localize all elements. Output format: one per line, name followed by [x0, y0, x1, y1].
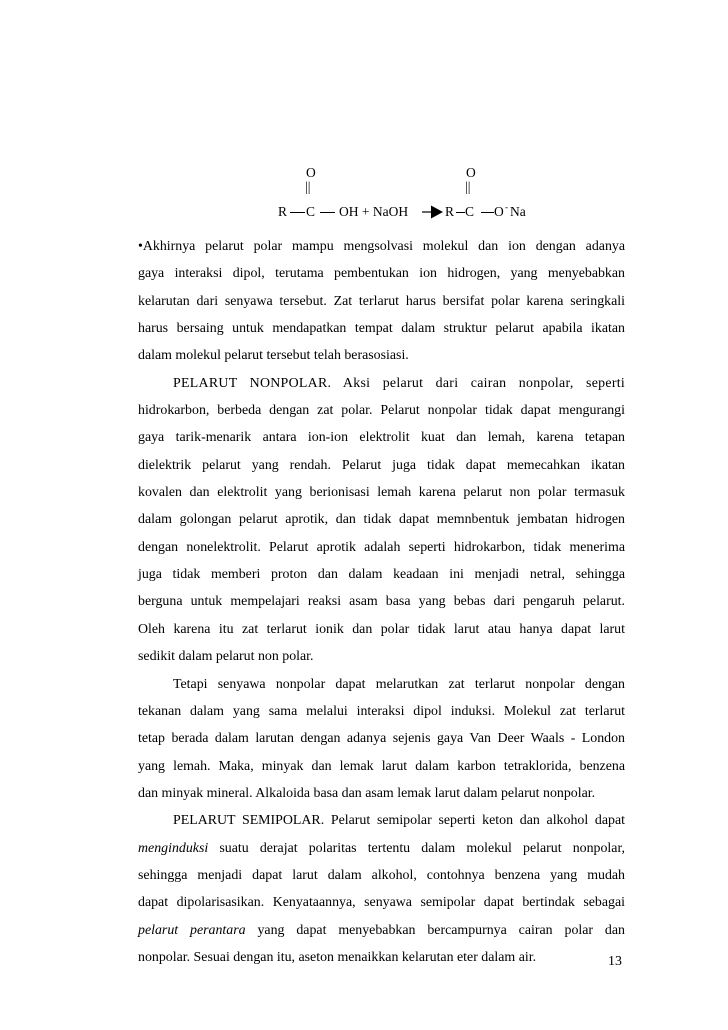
- text-line: •Akhirnya pelarut polar mampu mengsolvasi molekul dan ion dengan adanya: [138, 239, 625, 254]
- double-bond-right: ||: [465, 179, 471, 194]
- text-line: Oleh karena itu zat terlarut ionik dan polar tidak larut atau hanya dapat larut: [138, 621, 625, 637]
- text-line: dalam golongan pelarut aprotik, dan tidak dapat memnbentuk jembatan hidrogen: [138, 512, 625, 528]
- single-bond-c-o: [476, 204, 496, 220]
- text-line: Tetapi senyawa nonpolar dapat melarutkan zat terlarut nonpolar dengan: [173, 676, 625, 692]
- text-line: gaya interaksi dipol, terutama pembentukan ion hidrogen, yang menyebabkan: [138, 266, 625, 282]
- reactant-carbon: C: [306, 204, 316, 219]
- text-line: [138, 835, 625, 862]
- text-line: sehingga menjadi dapat larut dalam alkohol, contohnya benzena yang mudah: [138, 867, 625, 883]
- text-line: dapat dipolarisasikan. Kenyataannya, senyawa semipolar dapat bertindak sebagai: [138, 895, 625, 911]
- text-line: dielektrik pelarut yang rendah. Pelarut juga tidak dapat memecahkan ikatan: [138, 457, 625, 473]
- reactant-hydroxyl-and-base: OH + NaOH: [339, 204, 409, 219]
- double-bond-left: ||: [305, 179, 311, 194]
- italic-term: pelarut perantara: [138, 922, 246, 938]
- text-line: kovalen dan elektrolit yang berionisasi lemah karena pelarut non polar termasuk: [138, 485, 625, 501]
- text-line: harus bersaing untuk mendapatkan tempat dalam struktur pelarut apabila ikatan: [138, 321, 625, 337]
- product-sodium: Na: [510, 204, 526, 219]
- text-line: dan minyak mineral. Alkaloida basa dan asam lemak larut dalam pelarut nonpolar.: [138, 785, 596, 801]
- text-line: [138, 917, 625, 944]
- product-carbon: C: [465, 204, 475, 219]
- text-line: hidrokarbon, berbeda dengan zat polar. Pelarut nonpolar tidak dapat mengurangi: [138, 403, 625, 419]
- text-line: dalam molekul pelarut tersebut telah berasosiasi.: [138, 348, 409, 364]
- text-line: gaya tarik-menarik antara ion-ion elektrolit kuat dan lemah, karena tetapan: [138, 430, 625, 446]
- text-line: yang lemah. Maka, minyak dan lemak larut dalam karbon tetraklorida, benzena: [138, 758, 625, 774]
- text-line: PELARUT SEMIPOLAR. Pelarut semipolar seperti keton dan alkohol dapat: [173, 813, 625, 829]
- italic-term: menginduksi: [138, 840, 209, 856]
- reactant-r-group: R: [278, 204, 288, 219]
- paragraph-semipolar-solvent: [138, 807, 625, 971]
- carbonyl-oxygen-left: O: [306, 165, 316, 180]
- text-run: suatu derajat polaritas tertentu dalam molekul pelarut nonpolar,: [208, 840, 625, 856]
- paragraph-nonpolar-solvent: [138, 370, 625, 671]
- carbonyl-oxygen-right: O: [466, 165, 476, 180]
- text-line: juga tidak memberi proton dan dalam keadaan ini menjadi netral, sehingga: [138, 567, 625, 583]
- product-oxygen: O: [494, 204, 504, 219]
- text-line: PELARUT NONPOLAR. Aksi pelarut dari cairan nonpolar, seperti: [173, 375, 625, 391]
- paragraph-nonpolar-dissolution: [138, 671, 625, 808]
- paragraph-polar-solvation: [138, 233, 625, 370]
- single-bond-c-oh: [317, 204, 339, 220]
- body-text: [138, 233, 625, 971]
- text-line: kelarutan dari senyawa tersebut. Zat terlarut harus bersifat polar karena seringkali: [138, 293, 625, 309]
- page-number: 13: [608, 954, 622, 969]
- product-negative-charge: -: [505, 202, 508, 212]
- text-line: nonpolar. Sesuai dengan itu, aseton menaikkan kelarutan eter dalam air.: [138, 949, 537, 965]
- text-line: sedikit dalam pelarut non polar.: [138, 649, 314, 665]
- text-run: yang dapat menyebabkan bercampurnya cairan polar dan: [245, 922, 625, 938]
- chemical-reaction: [0, 0, 728, 230]
- product-r-group: R: [445, 204, 455, 219]
- text-line: tekanan dalam yang sama melalui interaksi dipol induksi. Molekul zat terlarut: [138, 703, 625, 719]
- text-line: tetap berada dalam larutan dengan adanya sejenis gaya Van Deer Waals - London: [138, 731, 625, 747]
- text-line: berguna untuk mempelajari reaksi asam basa yang bebas dari pengaruh pelarut.: [138, 594, 625, 610]
- text-line: dengan nonelektrolit. Pelarut aprotik adalah seperti hidrokarbon, tidak menerima: [138, 539, 625, 555]
